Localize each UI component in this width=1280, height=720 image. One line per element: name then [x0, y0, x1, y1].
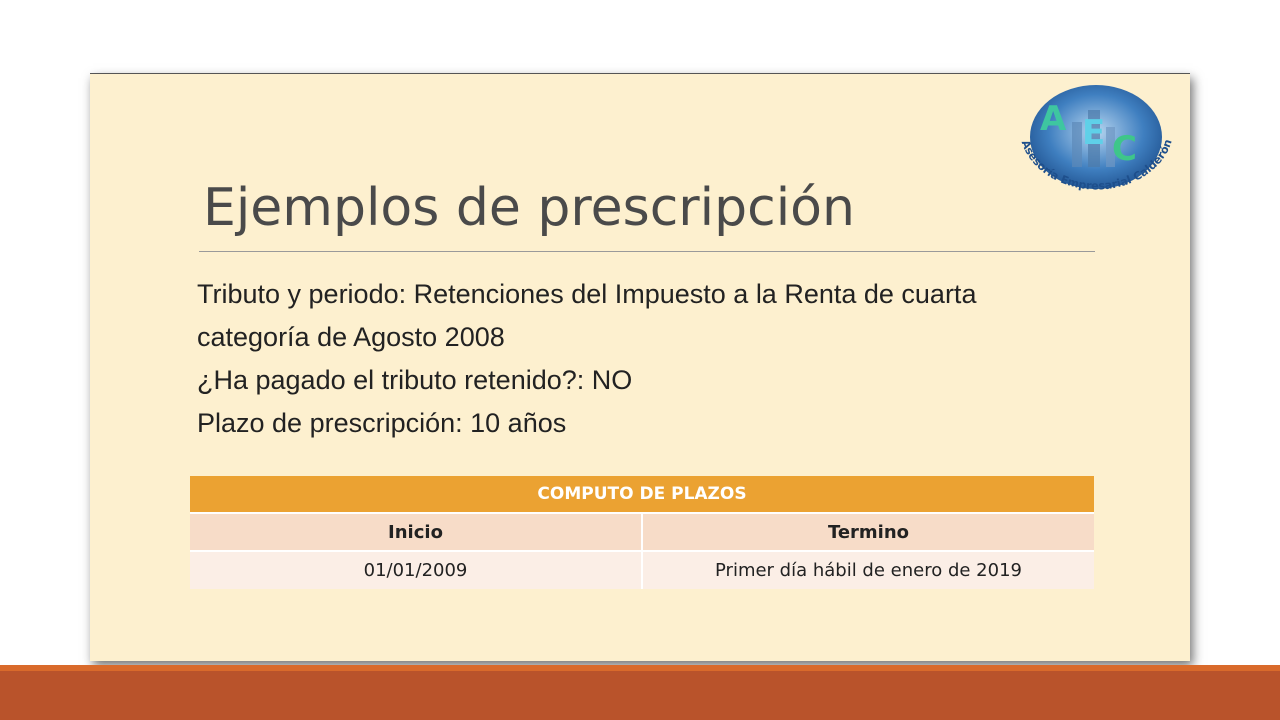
footer-bar — [0, 665, 1280, 720]
title-divider — [199, 251, 1095, 252]
body-line-categoria: categoría de Agosto 2008 — [197, 322, 505, 352]
cell-inicio: 01/01/2009 — [190, 551, 642, 589]
body-line-pagado: ¿Ha pagado el tributo retenido?: NO — [197, 365, 633, 395]
column-header-inicio: Inicio — [190, 513, 642, 551]
logo-caption: Asesoría Empresarial Calderón — [1018, 137, 1175, 193]
table-row — [190, 551, 1094, 589]
footer-accent-line — [0, 665, 1280, 671]
slide-body — [197, 273, 1137, 445]
computo-table — [190, 476, 1094, 589]
table-title: COMPUTO DE PLAZOS — [190, 476, 1094, 513]
cell-termino: Primer día hábil de enero de 2019 — [642, 551, 1094, 589]
company-logo — [1012, 82, 1182, 207]
logo-letter-e: E — [1082, 113, 1106, 153]
body-line-tributo: Tributo y periodo: Retenciones del Impuesto a la Renta de cuarta — [197, 279, 977, 309]
logo-letter-c: C — [1112, 129, 1137, 169]
logo-letter-a: A — [1040, 99, 1067, 139]
column-header-termino: Termino — [642, 513, 1094, 551]
slide-title: Ejemplos de prescripción — [203, 178, 855, 238]
body-line-plazo: Plazo de prescripción: 10 años — [197, 408, 567, 438]
